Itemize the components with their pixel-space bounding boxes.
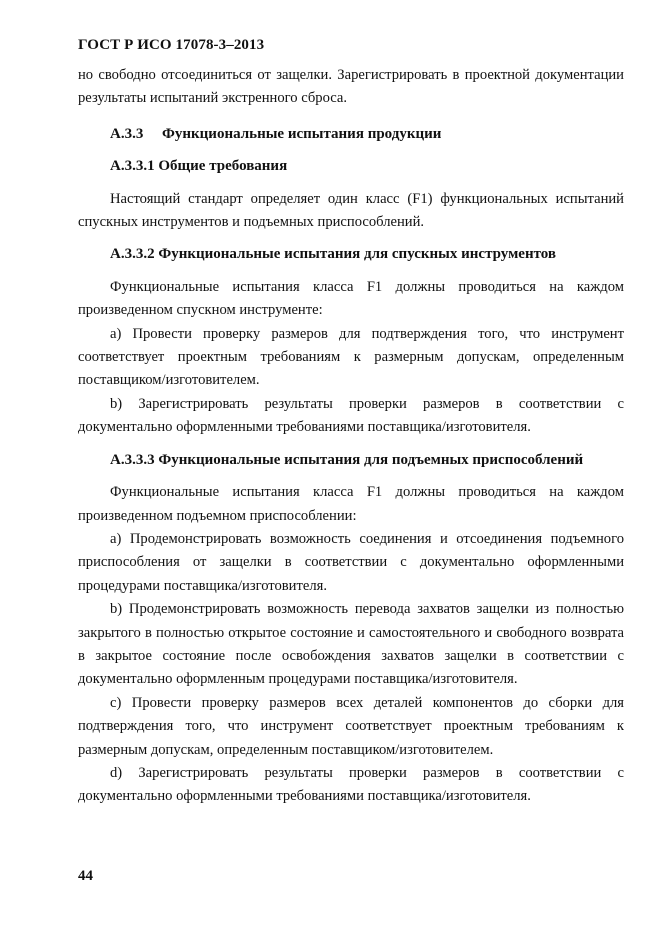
subsection-3-heading: А.3.3.3 Функциональные испытания для подъемных приспособлений [110,451,584,468]
subsection-2-item-b: b) Зарегистрировать результаты проверки размеров в соответствии с документально оформленными требованиями поставщика/изготовителя. [78,395,624,436]
document-header: ГОСТ Р ИСО 17078-3–2013 [78,37,265,53]
subsection-1-heading: А.3.3.1 Общие требования [110,158,288,175]
section-number: А.3.3 [110,125,144,142]
subsection-2-heading: А.3.3.2 Функциональные испытания для спускных инструментов [110,246,556,263]
subsection-2-item-a: а) Провести проверку размеров для подтверждения того, что инструмент соответствует проектным требованиям к размерным допускам, определенным поставщиком/изготовителем. [78,325,624,389]
subsection-3-item-a: а) Продемонстрировать возможность соединения и отсоединения подъемного приспособления от защелки в соответствии с документально оформленными процедурами поставщика/изготовителя. [78,530,624,594]
subsection-3-item-b: b) Продемонстрировать возможность перевода захватов защелки из полностью закрытого в полностью открытое состояние и самостоятельного и свободного возврата в закрытое состояние после освобождения захватов защелки в соответствии с документально оформленным процедурами поставщика/изготовителя. [78,601,624,688]
subsection-3-intro: Функциональные испытания класса F1 должны проводиться на каждом произведенном подъемном приспособлении: [78,484,624,524]
subsection-2-intro: Функциональные испытания класса F1 должны проводиться на каждом произведенном спускном инструменте: [78,278,624,319]
subsection-3-item-d: d) Зарегистрировать результаты проверки размеров в соответствии с документально оформленными требованиями поставщика/изготовителя. [78,764,624,805]
page-number: 44 [78,868,93,884]
intro-paragraph: но свободно отсоединиться от защелки. Зарегистрировать в проектной документации результаты испытаний экстренного сброса. [78,67,624,107]
subsection-1-text: Настоящий стандарт определяет один класс (F1) функциональных испытаний спускных инструментов и подъемных приспособлений. [78,190,624,231]
page-content [78,64,624,809]
section-heading [78,123,624,146]
section-title: Функциональные испытания продукции [162,125,442,142]
subsection-3-item-c: c) Провести проверку размеров всех деталей компонентов до сборки для подтверждения того, что инструмент соответствует проектным требованиям к размерным допускам, определенным поставщиком/изготовителем. [78,694,624,758]
